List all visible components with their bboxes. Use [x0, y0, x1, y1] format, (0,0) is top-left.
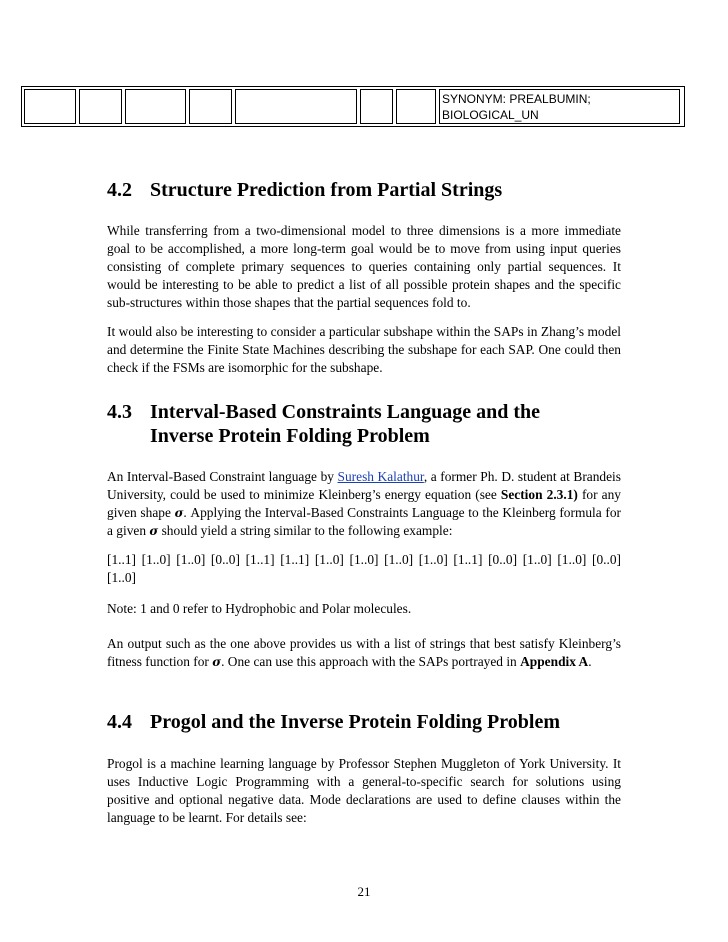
table-cell: [79, 89, 122, 124]
table-cell: [360, 89, 393, 124]
paragraph: It would also be interesting to consider a particular subshape within the SAPs in Zhang’s model and determine the Finite State Machines describing the subshape for each SAP. One could then check if the FSMs are isomorphic for the subshape.: [107, 324, 621, 375]
section-4-4-paragraph-1: [107, 755, 621, 827]
page-number: 21: [357, 884, 371, 899]
section-heading: 4.4 Progol and the Inverse Protein Folding Problem: [107, 711, 560, 733]
appendix-reference: Appendix A: [520, 654, 589, 669]
section-4-3-example: [107, 551, 621, 587]
sigma-symbol: σ: [212, 655, 222, 669]
section-reference: Section 2.3.1): [500, 487, 578, 502]
example-string: [1..1] [1..0] [1..0] [0..0] [1..1] [1..1] [1..0] [1..0] [1..0] [1..0] [1..1] [0..0] [1..0] [1..0] [0..0] [1..0]: [107, 552, 621, 585]
section-4-4: [107, 710, 621, 734]
section-4-3: [107, 400, 621, 448]
top-table: [21, 86, 685, 127]
table-cell: [125, 89, 186, 124]
synonym-line-2: BIOLOGICAL_UN: [442, 108, 539, 122]
section-4-2: [107, 178, 621, 202]
sigma-symbol: σ: [174, 506, 184, 520]
author-link[interactable]: Suresh Kalathur: [337, 469, 424, 484]
synonym-line-1: SYNONYM: PREALBUMIN;: [442, 92, 591, 106]
section-4-3-paragraph-1: [107, 468, 621, 540]
table-cell: [24, 89, 76, 124]
table-cell: [235, 89, 357, 124]
note: Note: 1 and 0 refer to Hydrophobic and Polar molecules.: [107, 601, 412, 616]
paragraph: While transferring from a two-dimensional model to three dimensions is a more immediate goal to be accomplished, a more long-term goal would be to move from using input queries consisting of complete primary sequences to queries containing only partial sequences. It would be interesting to be able to predict a list of all possible protein shapes and the specific sub-structures within those shapes that the partial sequences fold to.: [107, 223, 621, 310]
paragraph: Progol is a machine learning language by Professor Stephen Muggleton of York University. It uses Inductive Logic Programming with a general-to-specific search for solutions using positive and optional negative data. Mode declarations are used to define clauses within the language to be learnt. For details see:: [107, 756, 621, 825]
sigma-symbol: σ: [149, 524, 159, 538]
table-cell: [396, 89, 436, 124]
section-heading: 4.2 Structure Prediction from Partial Strings: [107, 179, 503, 201]
table-cell: [189, 89, 232, 124]
section-4-3-note: [107, 600, 621, 618]
section-4-2-paragraph-2: [107, 323, 621, 377]
synonym-cell: [439, 89, 680, 124]
section-4-3-paragraph-3: [107, 635, 621, 671]
section-heading: 4.3 Interval-Based Constraints Language and the Inverse Protein Folding Problem: [107, 401, 541, 447]
paragraph: An output such as the one above provides us with a list of strings that best satisfy Kleinberg’s fitness function for σ. One can use this approach with the SAPs portrayed in Appendix A.: [107, 636, 621, 669]
paragraph: An Interval-Based Constraint language by Suresh Kalathur, a former Ph. D. student at Brandeis University, could be used to minimize Kleinberg’s energy equation (see Section 2.3.1) for any given shape σ. Applying the Interval-Based Constraints Language to the Kleinberg formula for a given σ should yield a string similar to the following example:: [107, 469, 621, 538]
section-4-2-paragraph-1: [107, 222, 621, 312]
